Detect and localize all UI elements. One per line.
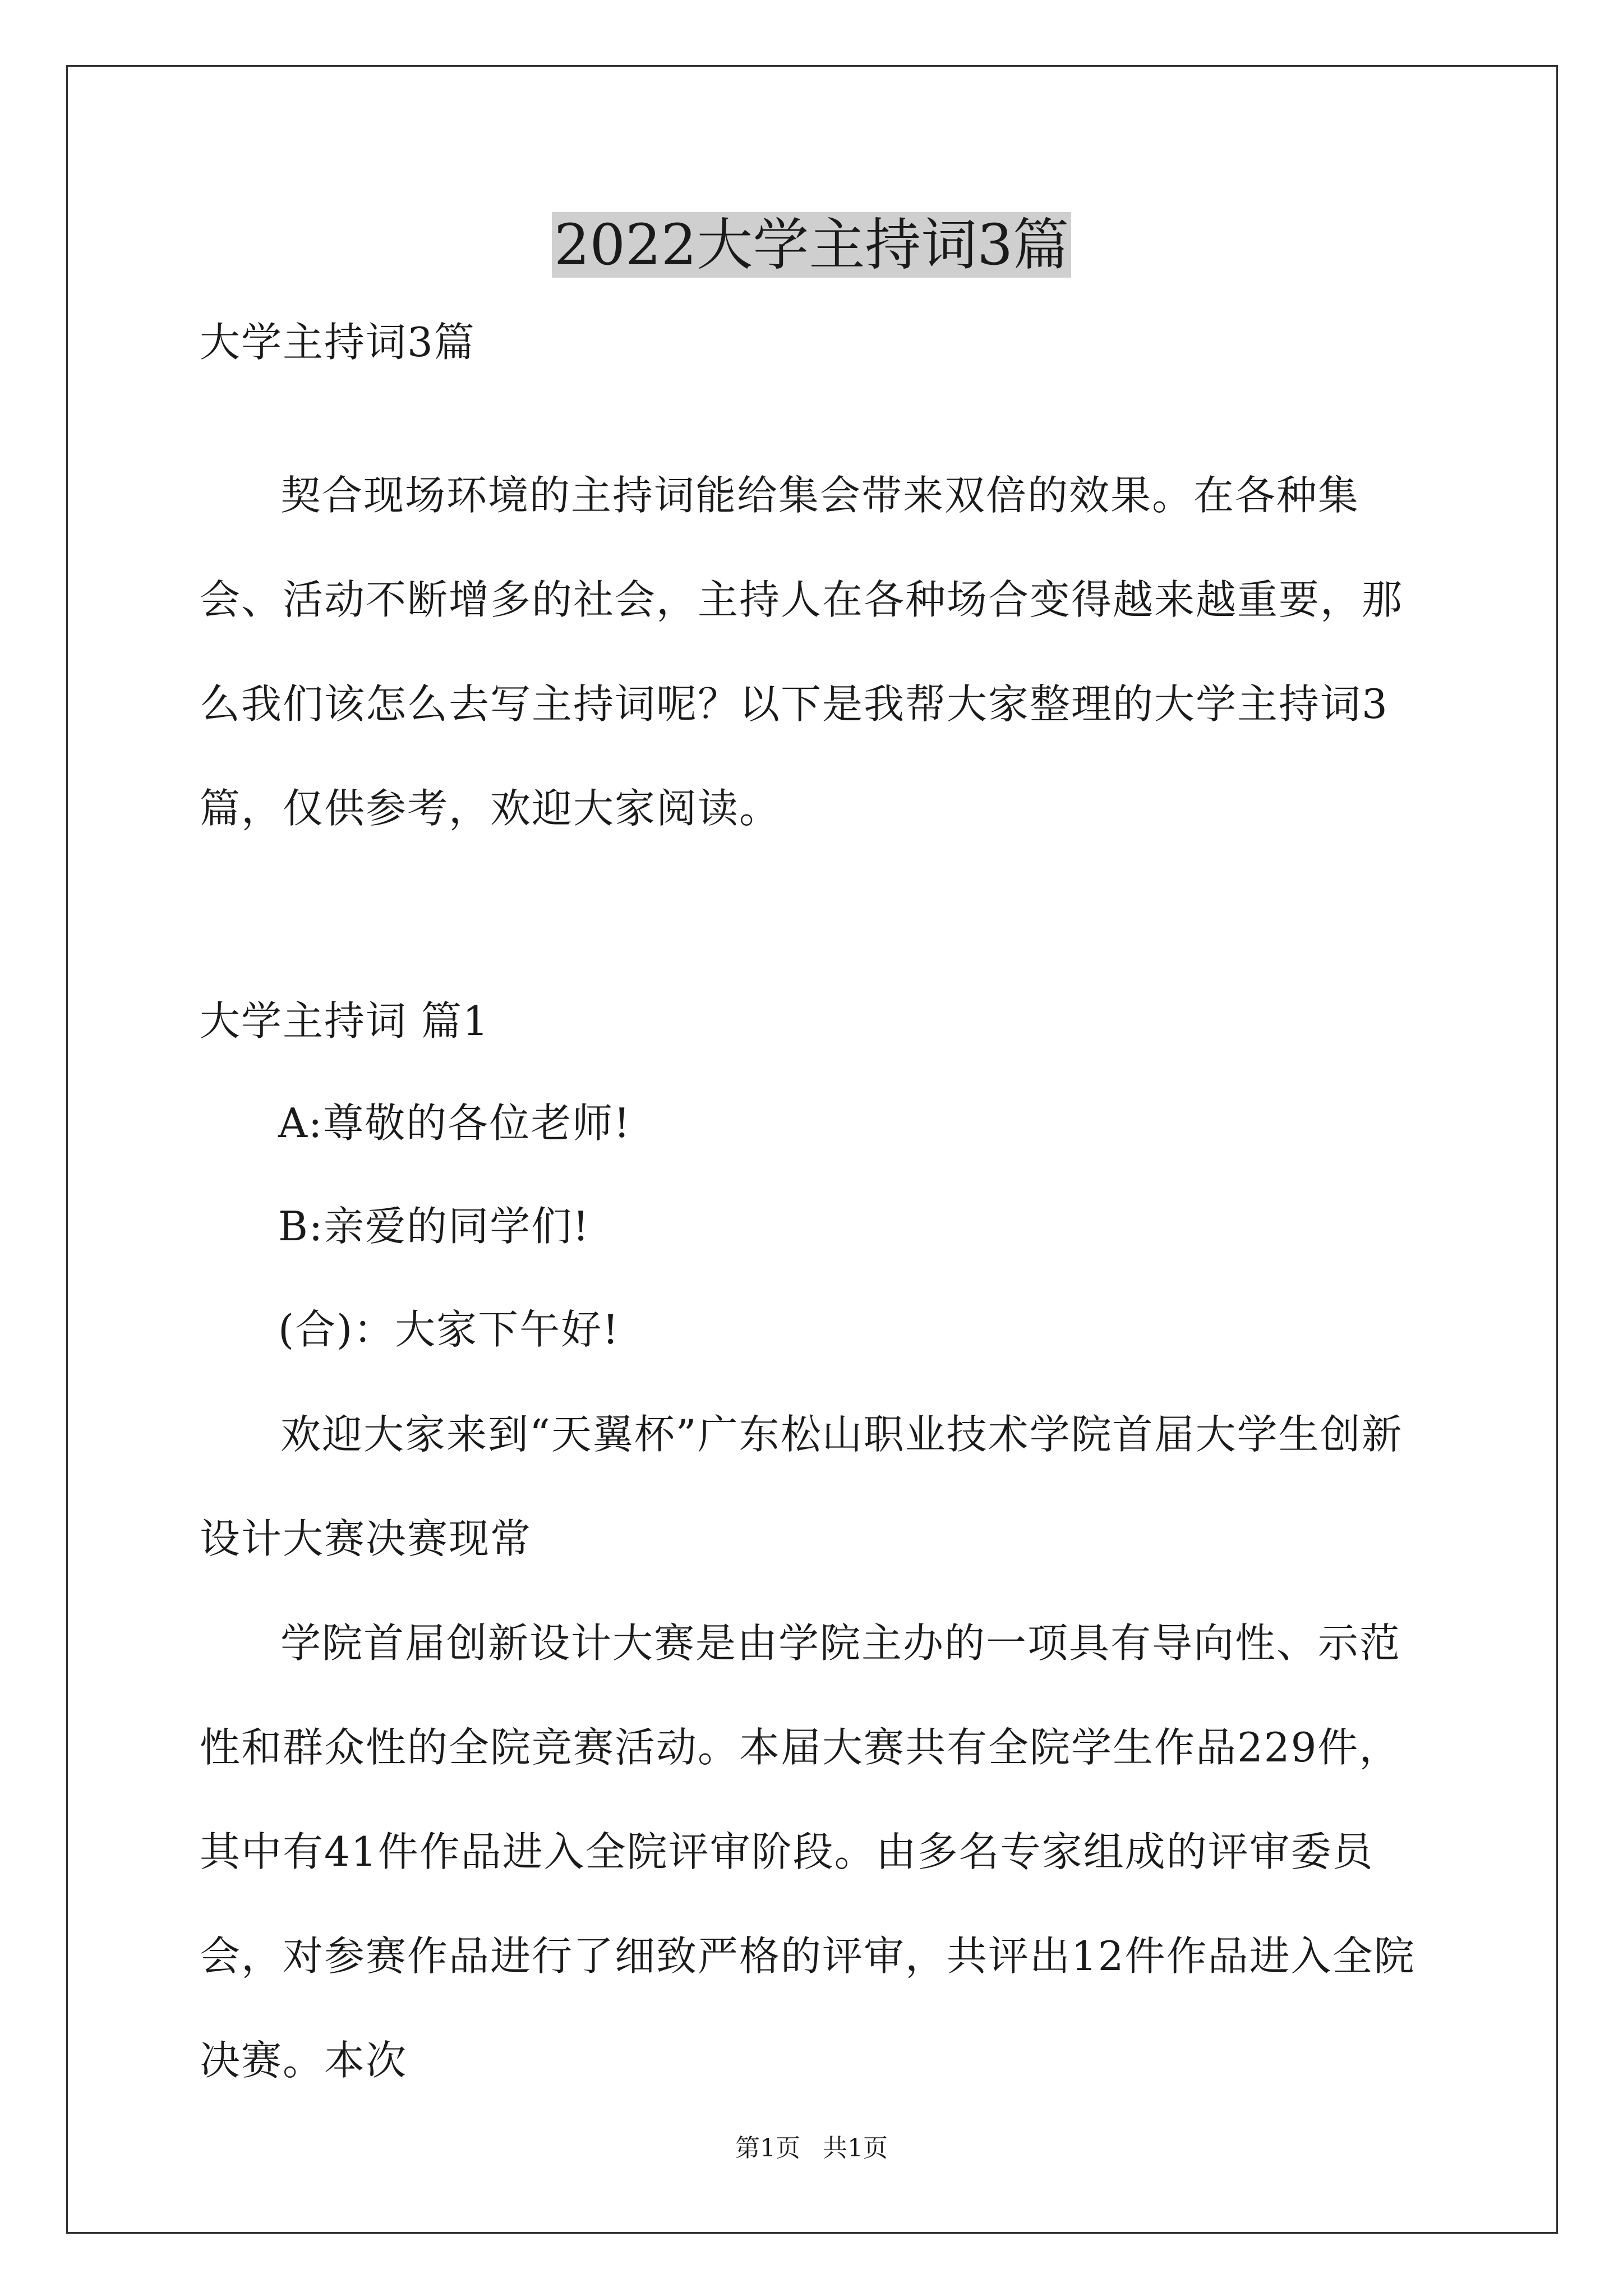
document-title: 2022大学主持词3篇: [0, 209, 1623, 282]
dialogue-line: (合)：大家下午好!: [278, 1306, 620, 1353]
page-footer: [0, 2132, 1623, 2165]
dialogue-line: B:亲爱的同学们!: [278, 1203, 591, 1250]
paragraph: 学院首届创新设计大赛是由学院主办的一项具有导向性、示范性和群众性的全院竞赛活动。本届大赛共有全院学生作品229件，其中有41件作品进入全院评审阶段。由多名专家组成的评审委员会，对参赛作品进行了细致严格的评审，共评出12件作品进入全院决赛。本次: [200, 1619, 1415, 2084]
page-total: 共1页: [823, 2134, 888, 2162]
section-heading: 大学主持词 篇1: [200, 997, 490, 1045]
intro-paragraph: 契合现场环境的主持词能给集会带来双倍的效果。在各种集会、活动不断增多的社会，主持人在各种场合变得越来越重要，那么我们该怎么去写主持词呢？以下是我帮大家整理的大学主持词3篇，仅供参考，欢迎大家阅读。: [200, 472, 1404, 832]
document-subtitle: 大学主持词3篇: [200, 319, 476, 366]
dialogue-line: A:尊敬的各位老师!: [278, 1099, 631, 1147]
page-number: 第1页: [735, 2134, 800, 2162]
paragraph: 欢迎大家来到“天翼杯”广东松山职业技术学院首届大学生创新设计大赛决赛现常: [200, 1411, 1403, 1562]
